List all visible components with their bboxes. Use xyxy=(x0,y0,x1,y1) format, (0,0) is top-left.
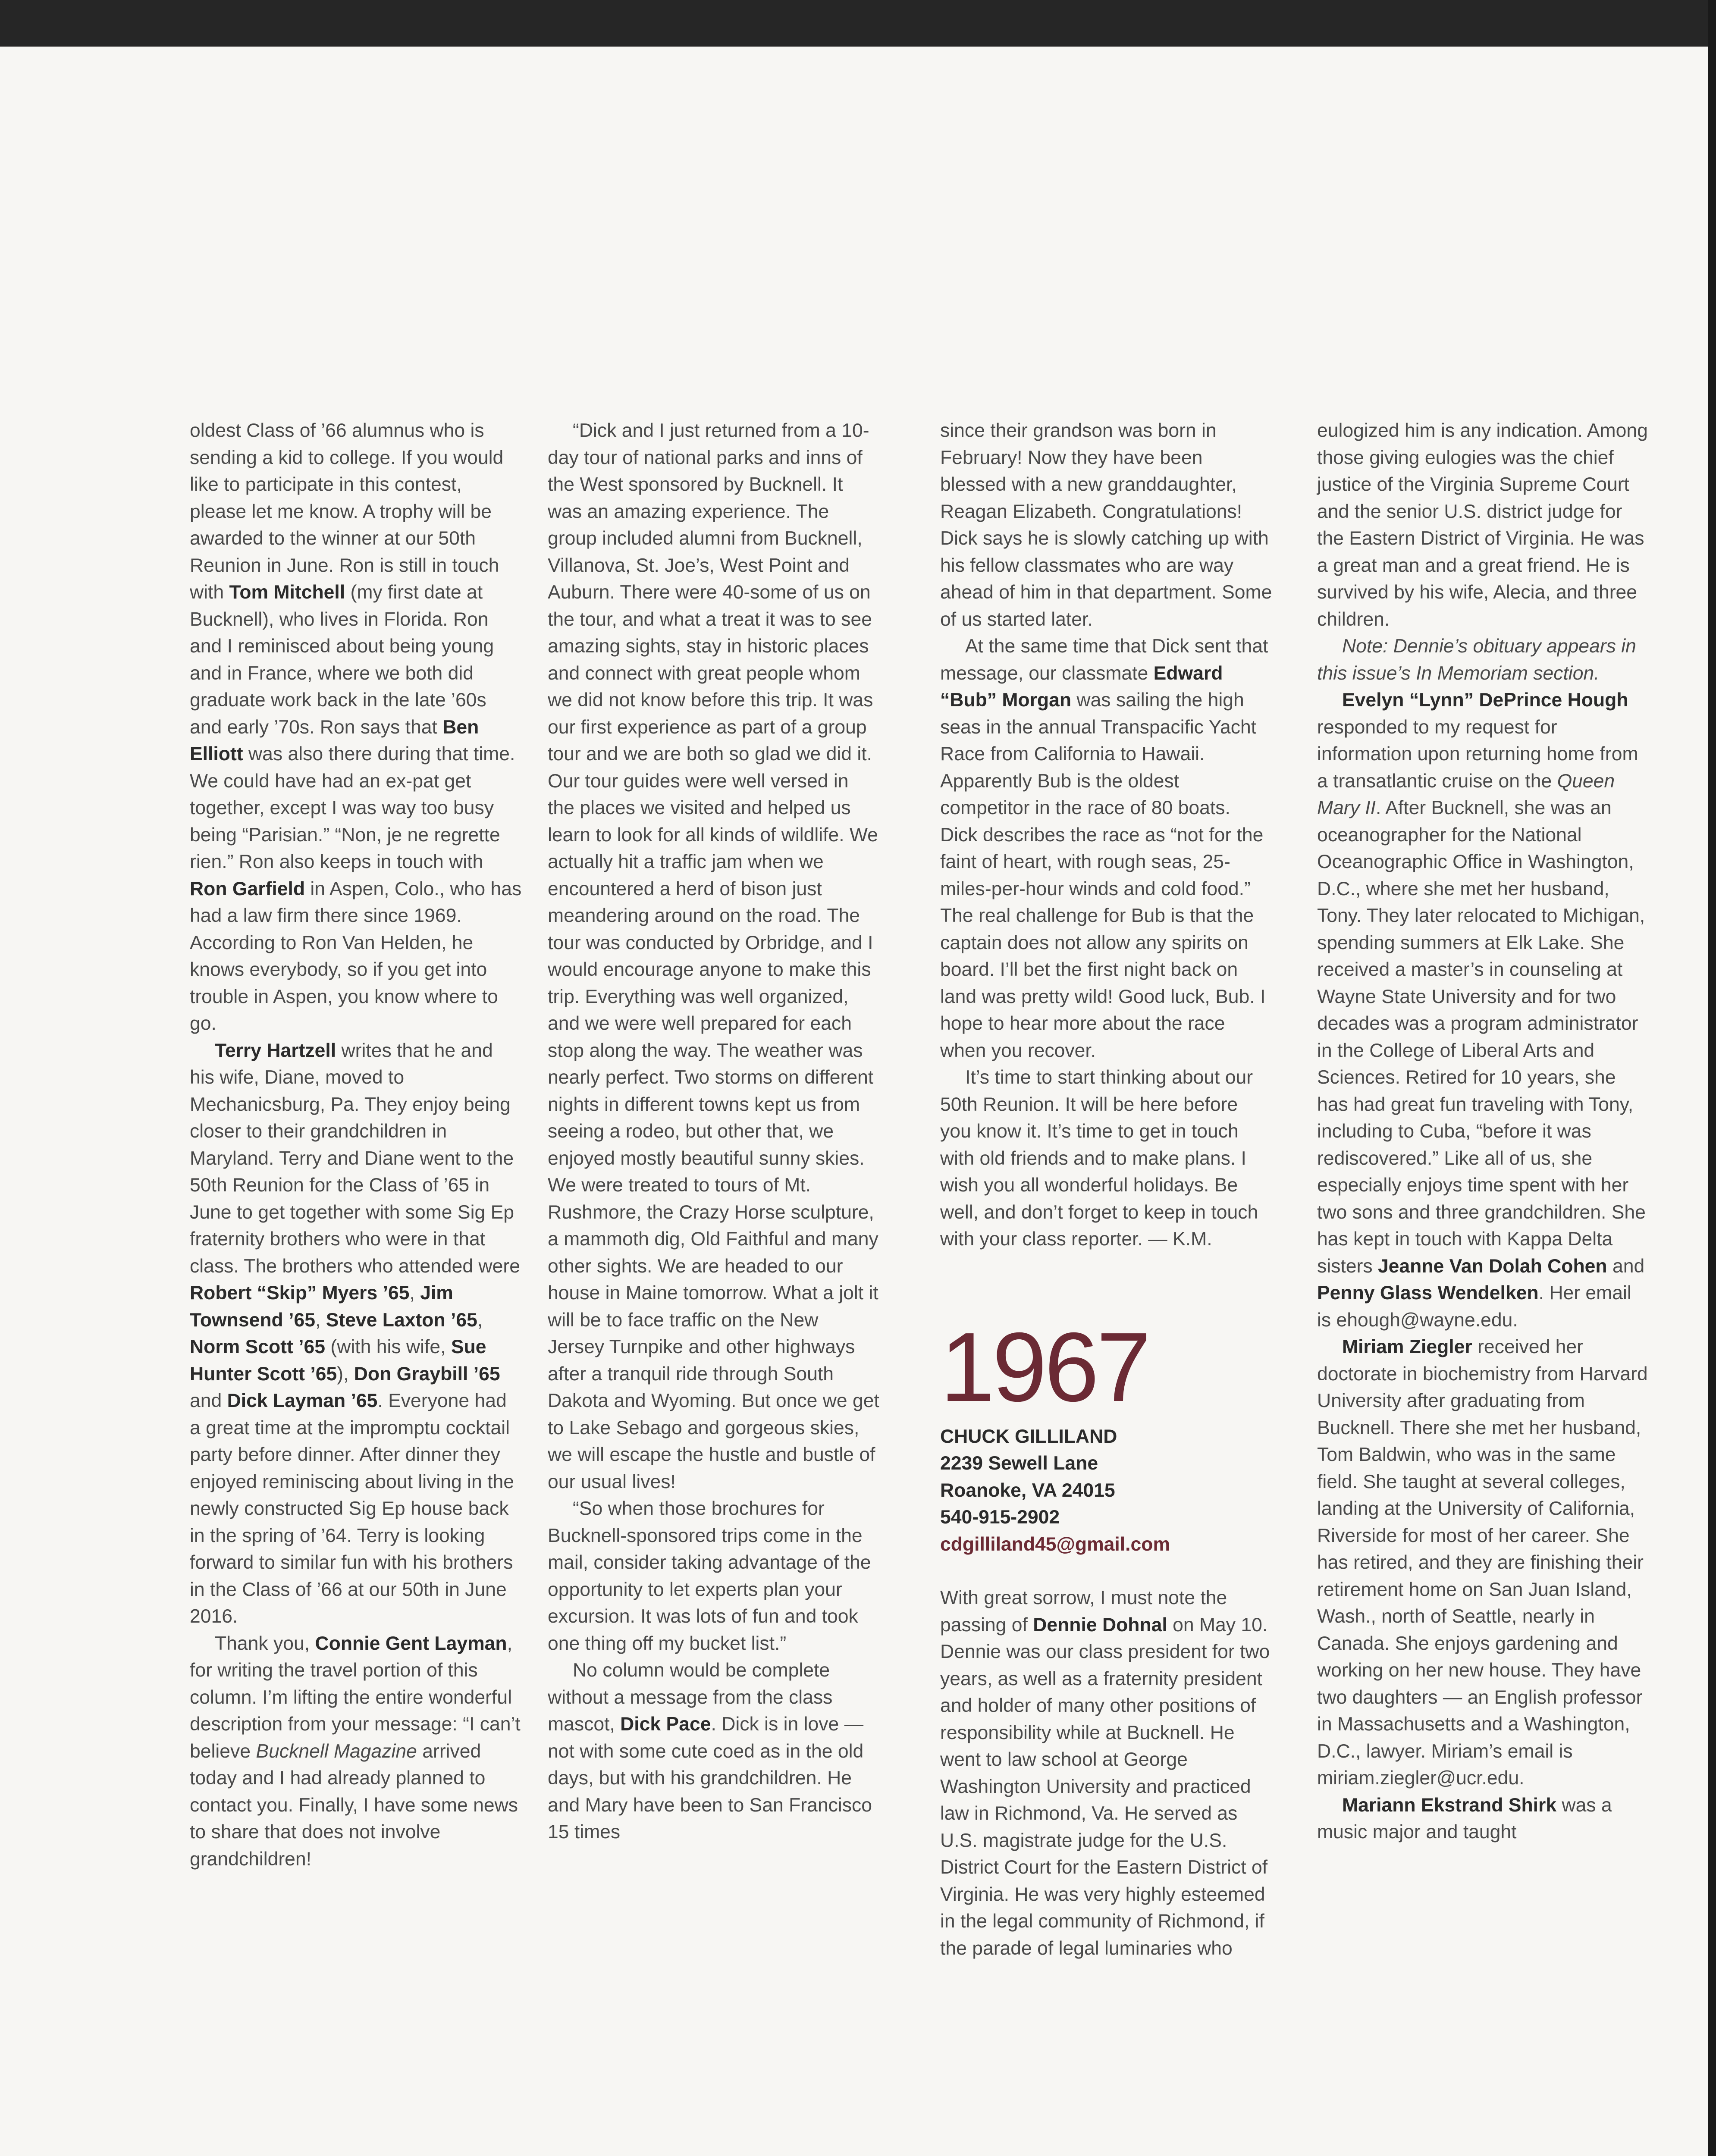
reporter-phone: 540-915-2902 xyxy=(940,1507,1060,1528)
reporter-city: Roanoke, VA 24015 xyxy=(940,1479,1115,1501)
text-run: since their grandson was born in February! Now they have been blessed with a new granddaughter, Reagan Elizabeth. Congratulations! Dick says he is slowly catching up with his fellow classmates who are way ahead of him in that department. Some of us started later. xyxy=(940,420,1272,630)
paragraph xyxy=(548,417,880,1495)
text-run: writes that he and his wife, Diane, moved to Mechanicsburg, Pa. They enjoy being closer to their grandchildren in Maryland. Terry and Diane went to the 50th Reunion for the Class of ’65 in June to get together with some Sig Ep fraternity brothers who were in that class. The brothers who attended were xyxy=(190,1040,520,1277)
paragraph xyxy=(1317,417,1649,633)
italic-text: Queen Mary II xyxy=(1317,770,1615,818)
text-run: ), xyxy=(337,1363,354,1385)
person-name: Steve Laxton ’65 xyxy=(326,1309,477,1331)
text-run: . After Bucknell, she was an oceanographer for the National Oceanographic Office in Washington, D.C., where she met her husband, Tony. They later relocated to Michigan, spending summers at Elk Lake. She received a master’s in counseling at Wayne State University and for two decades was a program administrator in the College of Liberal Arts and Sciences. Retired for 10 years, she has had great fun traveling with Tony, including to Cuba, “before it was rediscovered.” Like all of us, she especially enjoys time spent with her two sons and three grandchildren. She has kept in touch with Kappa Delta sisters xyxy=(1317,797,1646,1277)
text-run: Thank you, xyxy=(215,1633,315,1654)
text-run: , for writing the travel portion of this column. I’m lifting the entire wonderful description from your message: “I can’t believe xyxy=(190,1633,521,1762)
column-4-body xyxy=(1317,417,1649,1846)
text-run: “Dick and I just returned from a 10-day tour of national parks and inns of the West sponsored by Bucknell. It was an amazing experience. The group included alumni from Bucknell, Villanova, St. Joe’s, West Point and Auburn. There were 40-some of us on the tour, and what a treat it was to see amazing sights, stay in historic places and connect with great people whom we did not know before this trip. It was our first experience as part of a group tour and we are both so glad we did it. Our tour guides were well versed in the places we visited and helped us learn to look for all kinds of wildlife. We actually hit a traffic jam when we encountered a herd of bison just meandering around on the road. The tour was conducted by Orbridge, and I would encourage anyone to make this trip. Everything was well organized, and we were well prepared for each stop along the way. The weather was nearly perfect. Two storms on different nights in different towns kept us from seeing a rodeo, but other that, we enjoyed mostly beautiful sunny skies. We were treated to tours of Mt. Rushmore, the Crazy Horse sculpture, a mammoth dig, Old Faithful and many other sights. We are headed to our house in Maine tomorrow. What a jolt it will be to face traffic on the New Jersey Turnpike and other highways after a tranquil ride through South Dakota and Wyoming. But once we get to Lake Sebago and gorgeous skies, we will escape the hustle and bustle of our usual lives! xyxy=(548,420,879,1492)
person-name: Penny Glass Wendelken xyxy=(1317,1282,1539,1304)
text-run: . Her email is ehough@wayne.edu. xyxy=(1317,1282,1631,1331)
person-name: Ron Garfield xyxy=(190,878,305,899)
text-run: . Everyone had a great time at the impromptu cocktail party before dinner. After dinner they enjoyed reminiscing about living in the newly constructed Sig Ep house back in the spring of ’64. Terry is looking forward to similar fun with his brothers in the Class of ’66 at our 50th in June 2016. xyxy=(190,1390,514,1627)
person-name: Connie Gent Layman xyxy=(315,1633,507,1654)
paragraph xyxy=(1317,1792,1649,1846)
text-column-2 xyxy=(548,417,880,1846)
text-run: received her doctorate in biochemistry from Harvard University after graduating from Bucknell. There she met her husband, Tom Baldwin, who was in the same field. She taught at several colleges, landing at the University of California, Riverside for most of her career. She has retired, and they are finishing their retirement home on San Juan Island, Wash., north of Seattle, nearly in Canada. She enjoys gardening and working on her new house. They have two daughters — an English professor in Massachusetts and a Washington, D.C., lawyer. Miriam’s email is miriam.ziegler@ucr.edu. xyxy=(1317,1336,1648,1789)
text-column-1 xyxy=(190,417,522,1873)
text-run: . Dick is in love — not with some cute coed as in the old days, but with his grandchildren. He and Mary have been to San Francisco 15 times xyxy=(548,1714,872,1843)
person-name: Jim Townsend ’65 xyxy=(190,1282,453,1331)
person-name: Evelyn “Lynn” DePrince Hough xyxy=(1342,689,1628,711)
text-run: No column would be complete without a message from the class mascot, xyxy=(548,1660,833,1735)
text-column-3 xyxy=(940,417,1272,1962)
text-run: was also there during that time. We could have had an ex-pat get together, except I was way too busy being “Parisian.” “Non, je ne regrette rien.” Ron also keeps in touch with xyxy=(190,743,515,872)
text-run: “So when those brochures for Bucknell-sponsored trips come in the mail, consider taking advantage of the opportunity to let experts plan your excursion. It was lots of fun and took one thing off my bucket list.” xyxy=(548,1498,871,1654)
italic-text: Bucknell Magazine xyxy=(256,1740,417,1762)
person-name: Terry Hartzell xyxy=(215,1040,336,1061)
text-run: eulogized him is any indication. Among those giving eulogies was the chief justice of the Virginia Supreme Court and the senior U.S. district judge for the Eastern District of Virginia. He was a great man and a great friend. He is survived by his wife, Alecia, and three children. xyxy=(1317,420,1648,630)
magazine-page xyxy=(0,47,1716,2156)
column-3-body xyxy=(940,417,1272,1253)
class-1967-notes xyxy=(940,1585,1272,1962)
text-run: was a music major and taught xyxy=(1317,1794,1612,1843)
person-name: Dennie Dohnal xyxy=(1033,1614,1167,1636)
text-run: With great sorrow, I must note the passing of xyxy=(940,1587,1227,1636)
person-name: Ben Elliott xyxy=(190,716,479,765)
paragraph xyxy=(1317,633,1649,687)
paragraph xyxy=(548,1657,880,1846)
text-run: , xyxy=(315,1309,326,1331)
text-run: , xyxy=(409,1282,420,1304)
text-run: and xyxy=(190,1390,227,1411)
paragraph xyxy=(940,1585,1272,1962)
paragraph xyxy=(1317,1334,1649,1792)
person-name: Tom Mitchell xyxy=(229,582,345,603)
column-2-body xyxy=(548,417,880,1846)
paragraph xyxy=(190,1037,522,1630)
text-run: arrived today and I had already planned to contact you. Finally, I have some news to share that does not involve grandchildren! xyxy=(190,1740,518,1870)
class-reporter-contact xyxy=(940,1423,1272,1558)
paragraph xyxy=(940,633,1272,1064)
scan-edge xyxy=(1708,0,1716,2156)
text-run: responded to my request for information upon returning home from a transatlantic cruise on the xyxy=(1317,716,1638,792)
text-run: It’s time to start thinking about our 50th Reunion. It will be here before you know it. It’s time to get in touch with old friends and to make plans. I wish you all wonderful holidays. Be well, and don’t forget to keep in touch with your class reporter. — K.M. xyxy=(940,1067,1258,1250)
person-name: Edward “Bub” Morgan xyxy=(940,662,1223,711)
person-name: Jeanne Van Dolah Cohen xyxy=(1377,1255,1607,1277)
italic-text: Note: Dennie’s obituary appears in this issue’s In Memoriam section. xyxy=(1317,636,1636,684)
text-run: in Aspen, Colo., who has had a law firm there since 1969. According to Ron Van Helden, he knows everybody, so if you get into trouble in Aspen, you know where to go. xyxy=(190,878,522,1034)
text-column-4 xyxy=(1317,417,1649,1846)
reporter-street: 2239 Sewell Lane xyxy=(940,1453,1098,1474)
paragraph xyxy=(190,417,522,1037)
text-run: At the same time that Dick sent that message, our classmate xyxy=(940,636,1268,684)
text-run: was sailing the high seas in the annual Transpacific Yacht Race from California to Hawaii. Apparently Bub is the oldest competitor in the race of 80 boats. Dick describes the race as “not for the faint of heart, with rough seas, 25-miles-per-hour winds and cold food.” The real challenge for Bub is that the captain does not allow any spirits on board. I’ll bet the first night back on land was pretty wild! Good luck, Bub. I hope to hear more about the race when you recover. xyxy=(940,689,1266,1061)
text-run: (my first date at Bucknell), who lives in Florida. Ron and I reminisced about being young and in France, where we both did graduate work back in the late ’60s and early ’70s. Ron says that xyxy=(190,582,494,738)
paragraph xyxy=(548,1495,880,1657)
person-name: Mariann Ekstrand Shirk xyxy=(1342,1794,1557,1816)
person-name: Dick Layman ’65 xyxy=(227,1390,378,1411)
person-name: Dick Pace xyxy=(620,1714,711,1735)
paragraph xyxy=(190,1630,522,1873)
column-1-body xyxy=(190,417,522,1873)
person-name: Robert “Skip” Myers ’65 xyxy=(190,1282,410,1304)
class-year-heading: 1967 xyxy=(940,1312,1149,1422)
text-run: and xyxy=(1607,1255,1645,1277)
person-name: Don Graybill ’65 xyxy=(354,1363,500,1385)
person-name: Miriam Ziegler xyxy=(1342,1336,1472,1357)
reporter-name: CHUCK GILLILAND xyxy=(940,1426,1117,1447)
text-run: oldest Class of ’66 alumnus who is sending a kid to college. If you would like to participate in this contest, please let me know. A trophy will be awarded to the winner at our 50th Reunion in June. Ron is still in touch with xyxy=(190,420,504,603)
paragraph xyxy=(940,417,1272,633)
text-run: , xyxy=(477,1309,483,1331)
text-run: on May 10. Dennie was our class president for two years, as well as a fraternity president and holder of many other positions of responsibility while at Bucknell. He went to law school at George Washington University and practiced law in Richmond, Va. He served as U.S. magistrate judge for the U.S. District Court for the Eastern District of Virginia. He was very highly esteemed in the legal community of Richmond, if the parade of legal luminaries who xyxy=(940,1614,1270,1959)
paragraph xyxy=(940,1064,1272,1253)
paragraph xyxy=(1317,687,1649,1334)
text-run: (with his wife, xyxy=(325,1336,451,1357)
person-name: Sue Hunter Scott ’65 xyxy=(190,1336,486,1385)
person-name: Norm Scott ’65 xyxy=(190,1336,326,1357)
reporter-email-link[interactable]: cdgilliland45@gmail.com xyxy=(940,1533,1170,1555)
